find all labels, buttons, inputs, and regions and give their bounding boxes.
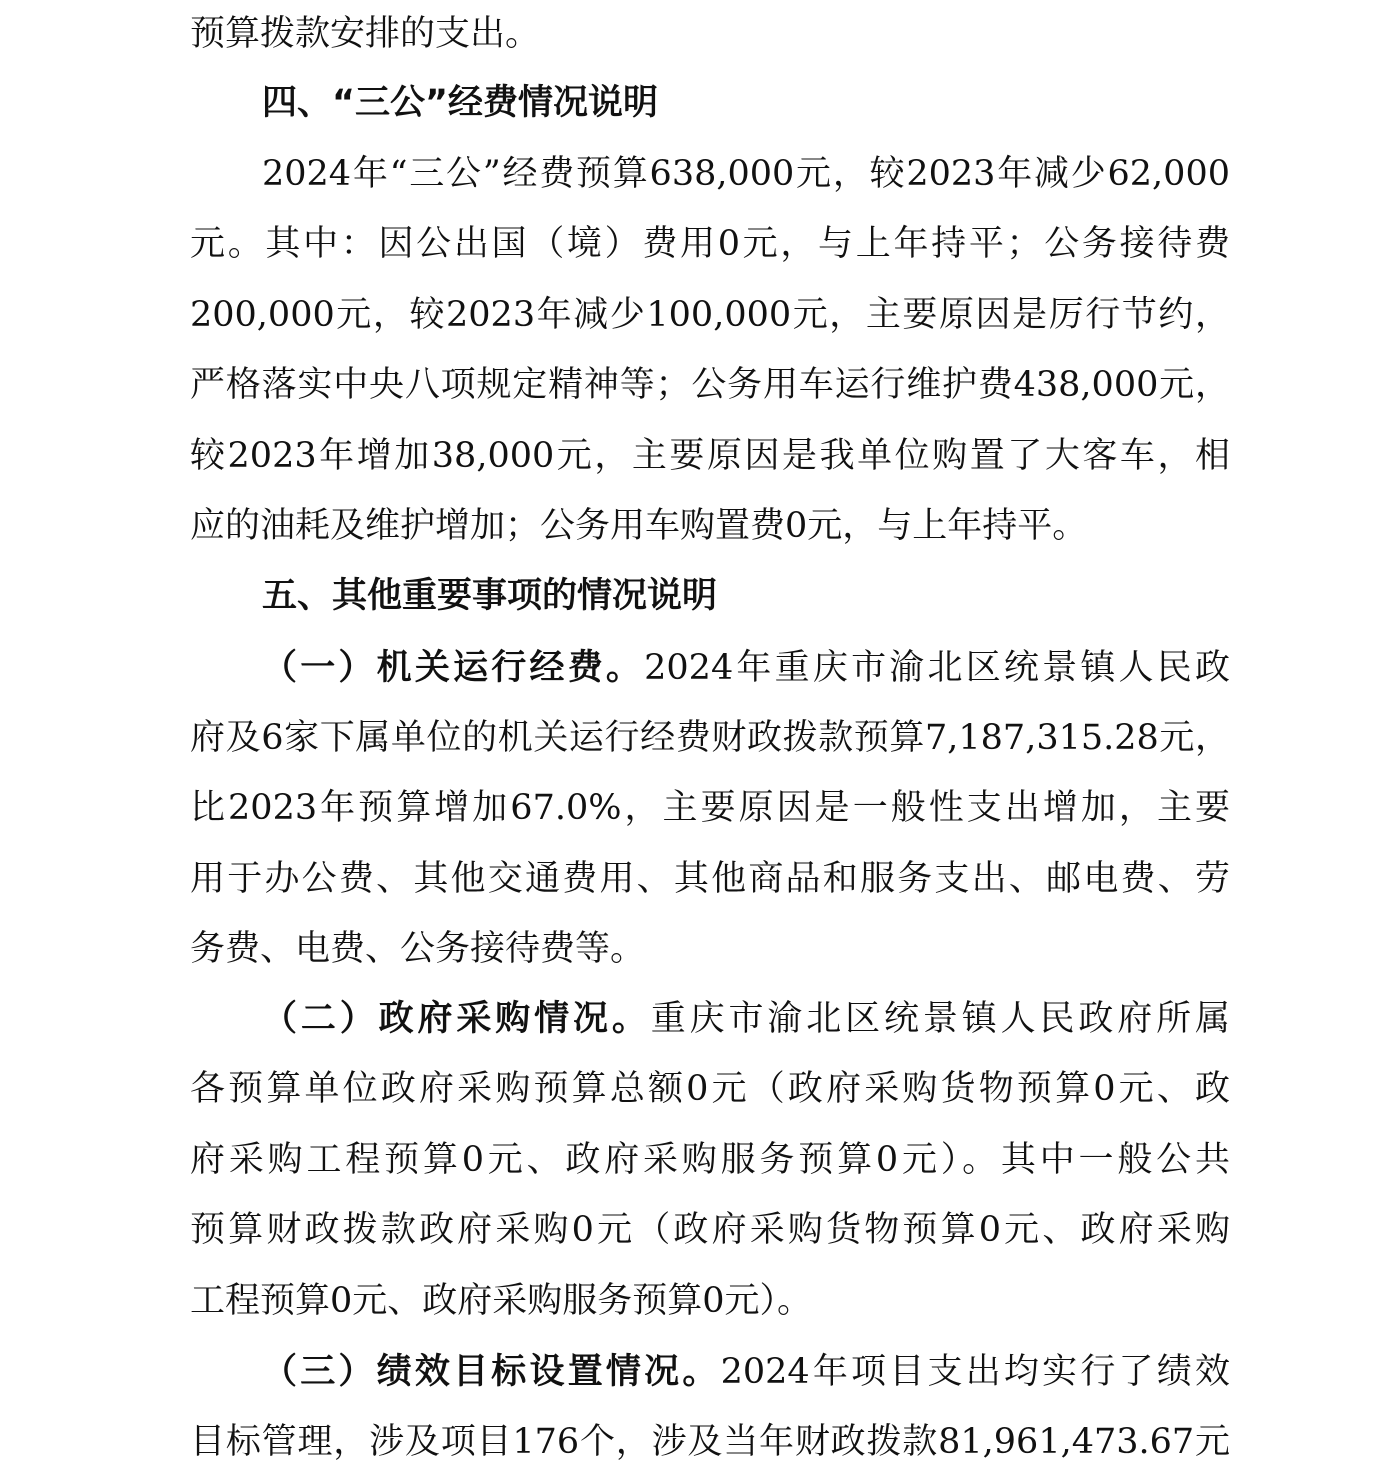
paragraph-line: 务费、电费、公务接待费等。 — [190, 929, 646, 969]
paragraph-line: 应的油耗及维护增加；公务用车购置费0元，与上年持平。 — [190, 506, 1088, 546]
section-heading-4: 四、“三公”经费情况说明 — [262, 83, 659, 123]
paragraph-text: 2024年重庆市渝北区统景镇人民政 — [644, 648, 1230, 688]
paragraph-line: 各预算单位政府采购预算总额0元（政府采购货物预算0元、政 — [190, 1069, 1230, 1109]
paragraph-line: 200,000元，较2023年减少100,000元，主要原因是厉行节约， — [190, 295, 1230, 335]
paragraph-line — [262, 1352, 1230, 1392]
paragraph-line: 严格落实中央八项规定精神等；公务用车运行维护费438,000元， — [190, 365, 1230, 405]
paragraph-line: 元。其中：因公出国（境）费用0元，与上年持平；公务接待费 — [190, 224, 1230, 264]
paragraph-line: 预算财政拨款政府采购0元（政府采购货物预算0元、政府采购 — [190, 1210, 1230, 1250]
paragraph-text: 重庆市渝北区统景镇人民政府所属 — [650, 999, 1230, 1039]
paragraph-line: 工程预算0元、政府采购服务预算0元）。 — [190, 1281, 813, 1321]
paragraph-line: 用于办公费、其他交通费用、其他商品和服务支出、邮电费、劳 — [190, 859, 1230, 899]
subsection-title: （三）绩效目标设置情况。 — [262, 1352, 721, 1392]
paragraph-line: 预算拨款安排的支出。 — [190, 14, 541, 54]
paragraph-line: 府及6家下属单位的机关运行经费财政拨款预算7,187,315.28元， — [190, 718, 1230, 758]
subsection-title: （一）机关运行经费。 — [262, 648, 645, 688]
paragraph-line — [262, 648, 1230, 688]
paragraph-line — [262, 999, 1230, 1039]
subsection-title: （二）政府采购情况。 — [262, 999, 651, 1039]
paragraph-text: 2024年项目支出均实行了绩效 — [720, 1352, 1230, 1392]
paragraph-line: 2024年“三公”经费预算638,000元，较2023年减少62,000 — [262, 154, 1230, 194]
paragraph-line: 目标管理，涉及项目176个，涉及当年财政拨款81,961,473.67元 — [190, 1422, 1230, 1462]
paragraph-line: 较2023年增加38,000元，主要原因是我单位购置了大客车，相 — [190, 436, 1230, 476]
section-heading-5: 五、其他重要事项的情况说明 — [262, 576, 718, 616]
paragraph-line: 府采购工程预算0元、政府采购服务预算0元）。其中一般公共 — [190, 1140, 1230, 1180]
paragraph-line: 比2023年预算增加67.0%，主要原因是一般性支出增加，主要 — [190, 788, 1230, 828]
